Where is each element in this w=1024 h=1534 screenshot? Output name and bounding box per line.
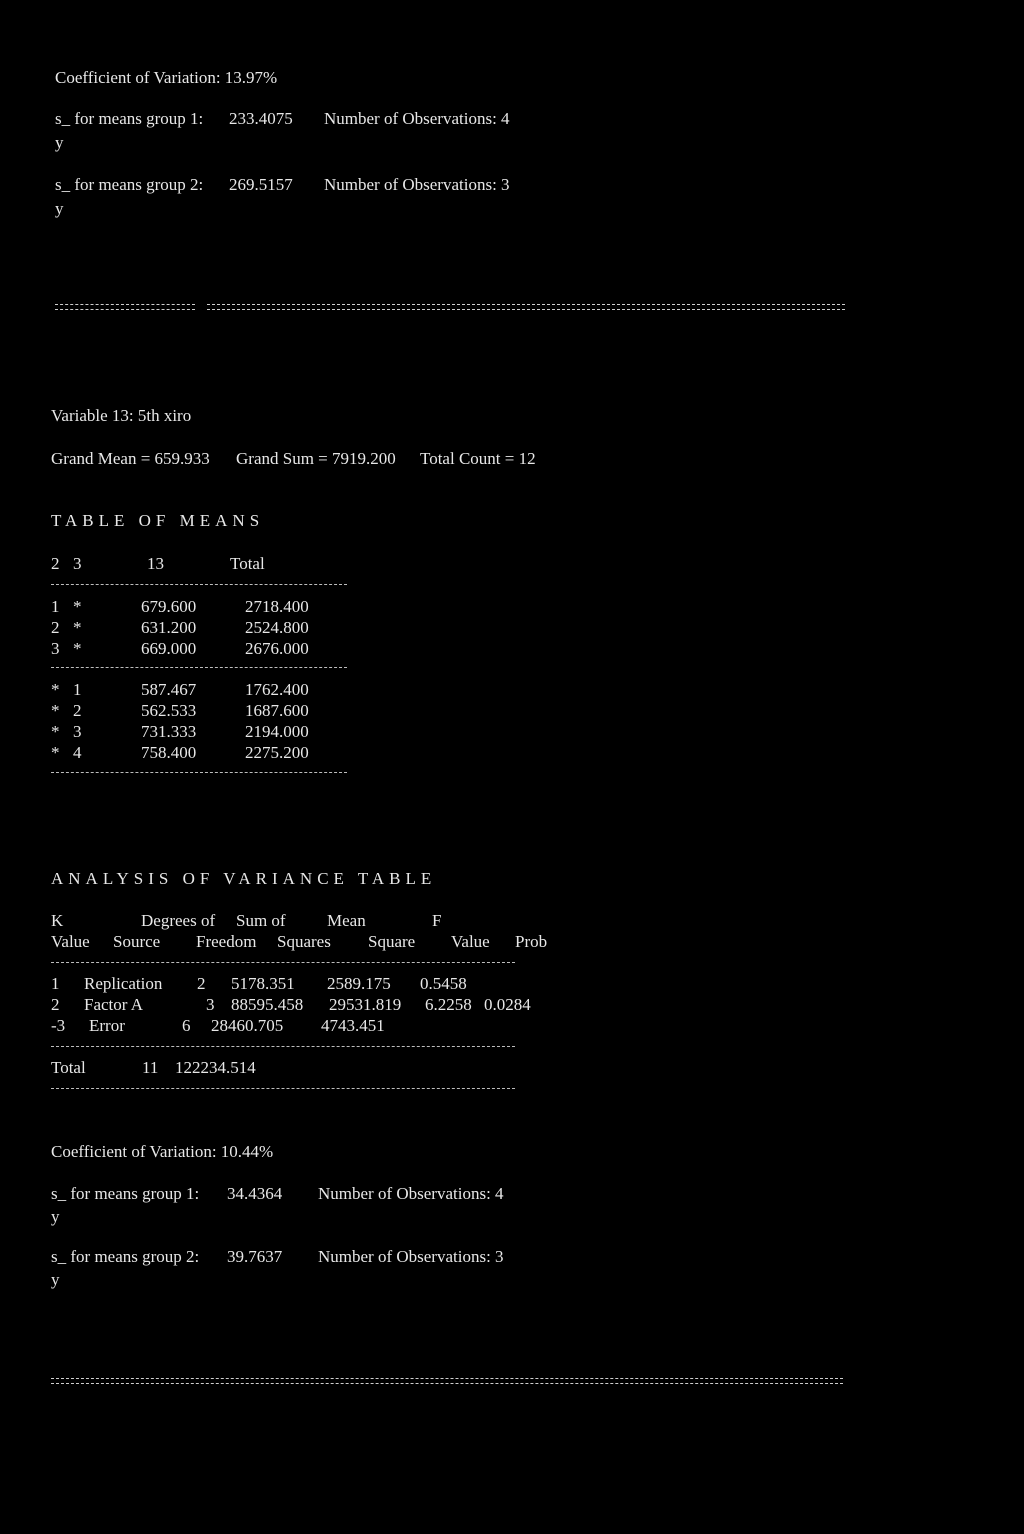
obs-group2: Number of Observations: 3 <box>318 1247 504 1266</box>
cv-line-2: Coefficient of Variation: 10.44% <box>51 1142 274 1161</box>
cell: 2275.200 <box>245 743 309 762</box>
cell: 6.2258 <box>425 995 472 1014</box>
cell: 731.333 <box>141 722 197 741</box>
cell: Replication <box>84 974 163 993</box>
cell: 2718.400 <box>245 597 309 616</box>
anova-header: Prob <box>515 932 548 951</box>
means-header-col2: 3 <box>73 554 82 573</box>
sy-label-group1: s_ for means group 1: <box>55 109 204 128</box>
cell: * <box>73 618 82 637</box>
rule <box>51 1046 515 1047</box>
cell: 0.5458 <box>420 974 467 993</box>
cell: 122234.514 <box>175 1058 256 1077</box>
cell: 2 <box>73 701 82 720</box>
anova-header: Value <box>451 932 490 951</box>
cell: 3 <box>73 722 82 741</box>
y-subscript: y <box>55 199 64 218</box>
anova-title: ANALYSIS OF VARIANCE TABLE <box>51 869 437 888</box>
anova-header: Source <box>113 932 161 951</box>
cell: * <box>51 722 60 741</box>
cell: Total <box>51 1058 86 1077</box>
anova-header: Mean <box>327 911 366 930</box>
cell: 2589.175 <box>327 974 391 993</box>
anova-header: Sum of <box>236 911 286 930</box>
cell: * <box>73 597 82 616</box>
cell: 28460.705 <box>211 1016 284 1035</box>
anova-header: Square <box>368 932 416 951</box>
cell: 4 <box>73 743 82 762</box>
rule <box>51 962 515 963</box>
y-subscript: y <box>55 133 64 152</box>
cell: 2676.000 <box>245 639 309 658</box>
sy-value-group2: 39.7637 <box>227 1247 283 1266</box>
cell: 1 <box>51 974 60 993</box>
rule <box>51 1088 515 1089</box>
double-rule <box>51 1378 843 1384</box>
means-header-col1: 2 <box>51 554 60 573</box>
cell: 6 <box>182 1016 191 1035</box>
cell: 1 <box>73 680 82 699</box>
cell: 1762.400 <box>245 680 309 699</box>
cell: 4743.451 <box>321 1016 385 1035</box>
y-subscript: y <box>51 1270 60 1289</box>
sy-value-group2: 269.5157 <box>229 175 293 194</box>
means-header-total: Total <box>230 554 265 573</box>
sy-label-group2: s_ for means group 2: <box>51 1247 200 1266</box>
sy-value-group1: 34.4364 <box>227 1184 283 1203</box>
cell: -3 <box>51 1016 66 1035</box>
cell: 758.400 <box>141 743 197 762</box>
cv-line-1: Coefficient of Variation: 13.97% <box>55 68 278 87</box>
sy-label-group2: s_ for means group 2: <box>55 175 204 194</box>
cell: 3 <box>206 995 215 1014</box>
cell: * <box>51 701 60 720</box>
cell: 2 <box>51 618 60 637</box>
cell: 631.200 <box>141 618 197 637</box>
cell: Factor A <box>84 995 144 1014</box>
cell: 679.600 <box>141 597 197 616</box>
cell: 669.000 <box>141 639 197 658</box>
cell: Error <box>89 1016 125 1035</box>
variable-title: Variable 13: 5th xiro <box>51 406 192 425</box>
cell: * <box>73 639 82 658</box>
means-header-col3: 13 <box>147 554 164 573</box>
cell: 2 <box>51 995 60 1014</box>
y-subscript: y <box>51 1207 60 1226</box>
double-rule <box>55 304 195 310</box>
cell: 2 <box>197 974 206 993</box>
rule <box>51 584 347 585</box>
means-table-title: TABLE OF MEANS <box>51 511 265 530</box>
anova-header: Freedom <box>196 932 257 951</box>
cell: 2194.000 <box>245 722 309 741</box>
cell: 11 <box>142 1058 159 1077</box>
cell: 88595.458 <box>231 995 304 1014</box>
rule <box>51 772 347 773</box>
cell: 1687.600 <box>245 701 309 720</box>
cell: 29531.819 <box>329 995 402 1014</box>
sy-value-group1: 233.4075 <box>229 109 293 128</box>
cell: 3 <box>51 639 60 658</box>
grand-mean: Grand Mean = 659.933 <box>51 449 210 468</box>
anova-header: K <box>51 911 64 930</box>
cell: * <box>51 743 60 762</box>
anova-header: Value <box>51 932 90 951</box>
cell: 562.533 <box>141 701 197 720</box>
grand-sum: Grand Sum = 7919.200 <box>236 449 396 468</box>
anova-header: Squares <box>277 932 331 951</box>
rule <box>51 667 347 668</box>
cell: 1 <box>51 597 60 616</box>
obs-group1: Number of Observations: 4 <box>324 109 510 128</box>
cell: 0.0284 <box>484 995 531 1014</box>
total-count: Total Count = 12 <box>420 449 536 468</box>
cell: 2524.800 <box>245 618 309 637</box>
sy-label-group1: s_ for means group 1: <box>51 1184 200 1203</box>
cell: * <box>51 680 60 699</box>
obs-group2: Number of Observations: 3 <box>324 175 510 194</box>
cell: 5178.351 <box>231 974 295 993</box>
anova-header: Degrees of <box>141 911 216 930</box>
cell: 587.467 <box>141 680 197 699</box>
double-rule <box>207 304 845 310</box>
anova-header: F <box>432 911 442 930</box>
obs-group1: Number of Observations: 4 <box>318 1184 504 1203</box>
